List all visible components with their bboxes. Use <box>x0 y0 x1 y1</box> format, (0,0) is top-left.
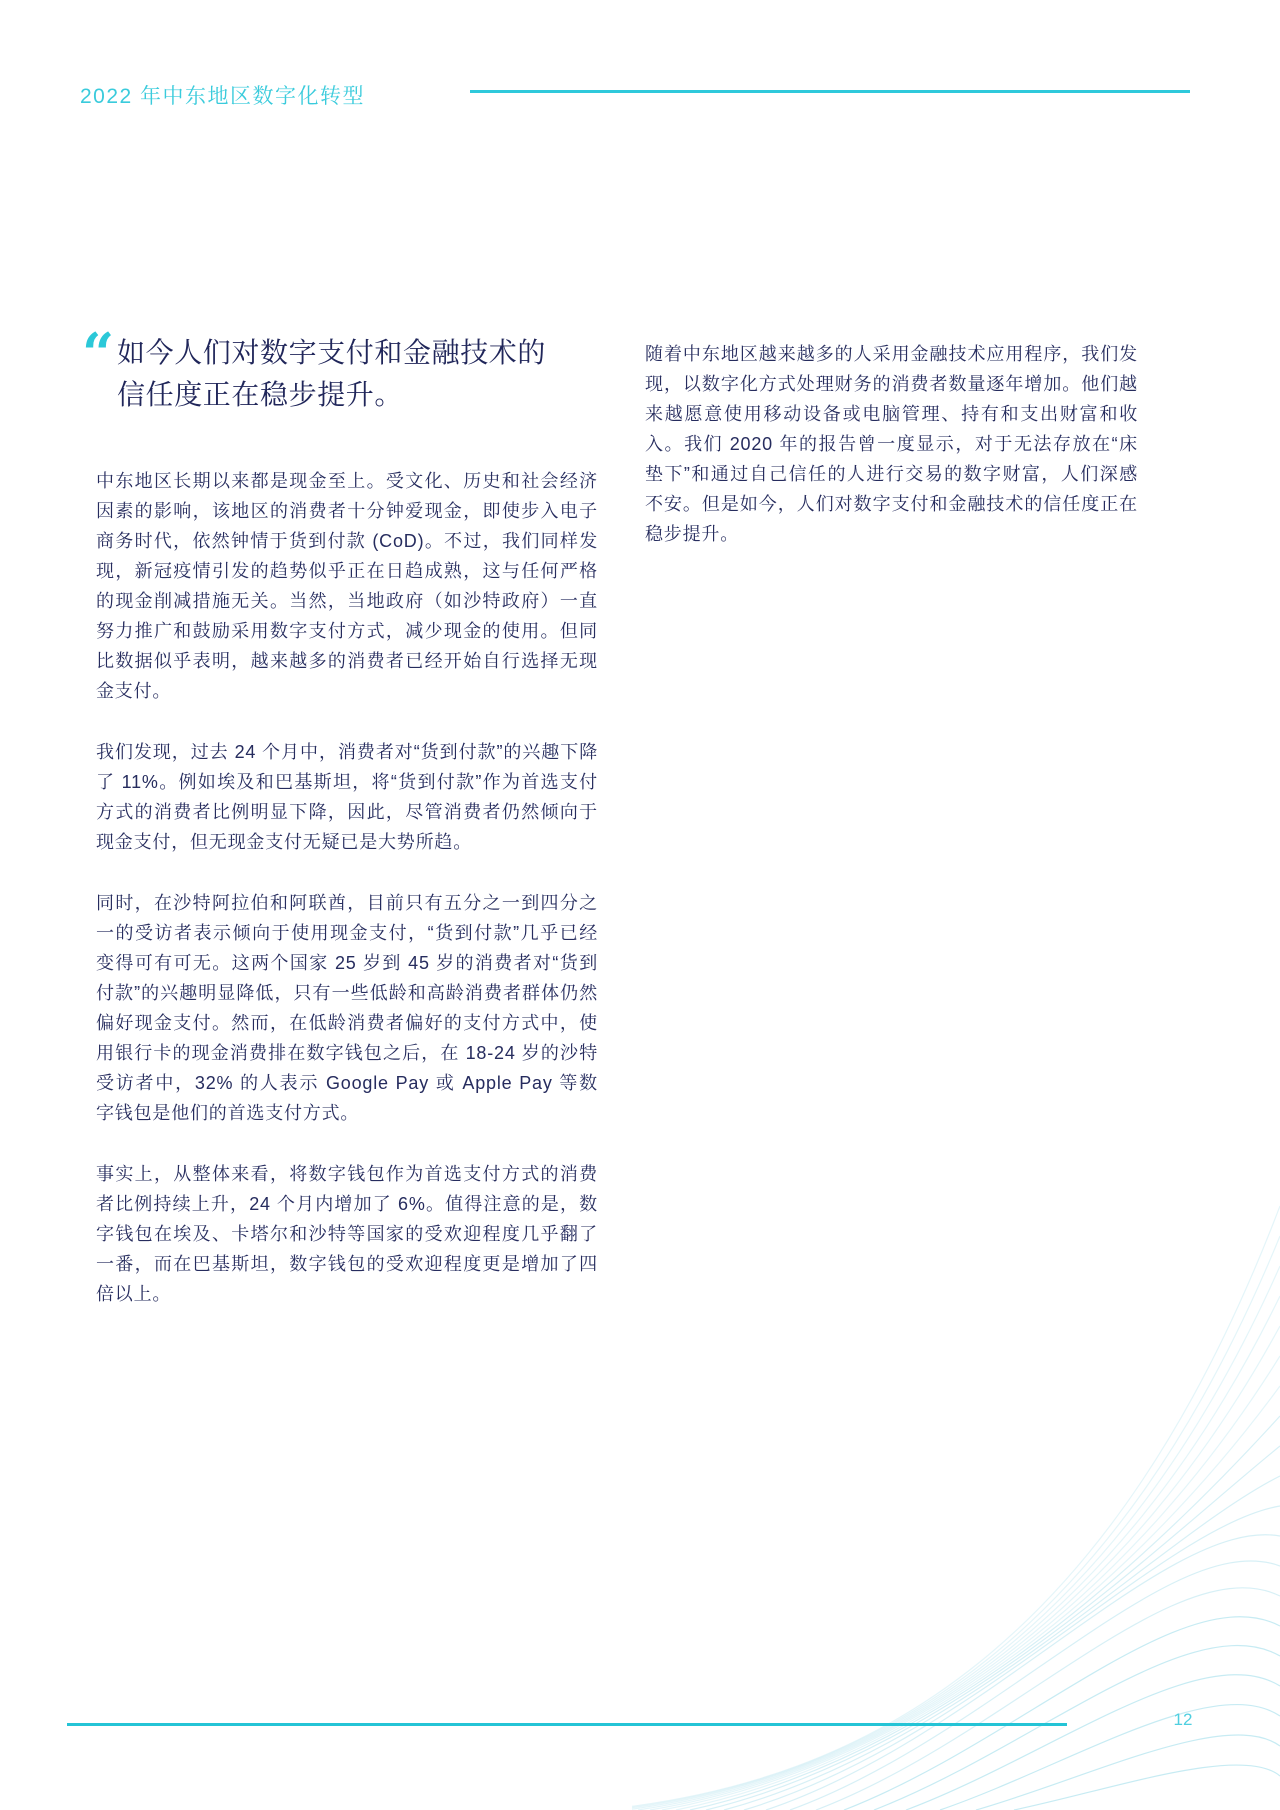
paragraph: 我们发现，过去 24 个月中，消费者对“货到付款”的兴趣下降了 11%。例如埃及和巴基斯坦，将“货到付款”作为首选支付方式的消费者比例明显下降，因此，尽管消费者仍然倾向于现金支付，但无现金支付无疑已是大势所趋。 <box>96 742 598 852</box>
paragraph: 事实上，从整体来看，将数字钱包作为首选支付方式的消费者比例持续上升，24 个月内增加了 6%。值得注意的是，数字钱包在埃及、卡塔尔和沙特等国家的受欢迎程度几乎翻了一番，而在巴基斯坦，数字钱包的受欢迎程度更是增加了四倍以上。 <box>96 1164 598 1304</box>
left-text-column <box>96 466 598 1340</box>
paragraph: 随着中东地区越来越多的人采用金融技术应用程序，我们发现，以数字化方式处理财务的消费者数量逐年增加。他们越来越愿意使用移动设备或电脑管理、持有和支出财富和收入。我们 2020 年的报告曾一度显示，对于无法存放在“床垫下”和通过自己信任的人进行交易的数字财富，人们深感不安。但是如今，人们对数字支付和金融技术的信任度正在稳步提升。 <box>645 344 1138 544</box>
wave-pattern-decoration <box>632 1086 1280 1810</box>
right-text-column <box>645 339 1138 580</box>
quote-mark-icon: “ <box>82 321 115 387</box>
page-header-title: 2022 年中东地区数字化转型 <box>80 85 366 108</box>
header-divider-line <box>470 90 1190 93</box>
pull-quote-text: 如今人们对数字支付和金融技术的信任度正在稳步提升。 <box>117 337 547 410</box>
paragraph: 中东地区长期以来都是现金至上。受文化、历史和社会经济因素的影响，该地区的消费者十分钟爱现金，即使步入电子商务时代，依然钟情于货到付款 (CoD)。不过，我们同样发现，新冠疫情引发的趋势似乎正在日趋成熟，这与任何严格的现金削减措施无关。当然，当地政府（如沙特政府）一直努力推广和鼓励采用数字支付方式，减少现金的使用。但同比数据似乎表明，越来越多的消费者已经开始自行选择无现金支付。 <box>96 471 598 701</box>
footer-divider-line <box>67 1723 1067 1726</box>
page-number: 12 <box>1173 1710 1193 1729</box>
paragraph: 同时，在沙特阿拉伯和阿联酋，目前只有五分之一到四分之一的受访者表示倾向于使用现金支付，“货到付款”几乎已经变得可有可无。这两个国家 25 岁到 45 岁的消费者对“货到付款”的兴趣明显降低，只有一些低龄和高龄消费者群体仍然偏好现金支付。然而，在低龄消费者偏好的支付方式中，使用银行卡的现金消费排在数字钱包之后，在 18-24 岁的沙特受访者中，32% 的人表示 Google Pay 或 Apple Pay 等数字钱包是他们的首选支付方式。 <box>96 893 598 1123</box>
pull-quote <box>82 321 552 416</box>
